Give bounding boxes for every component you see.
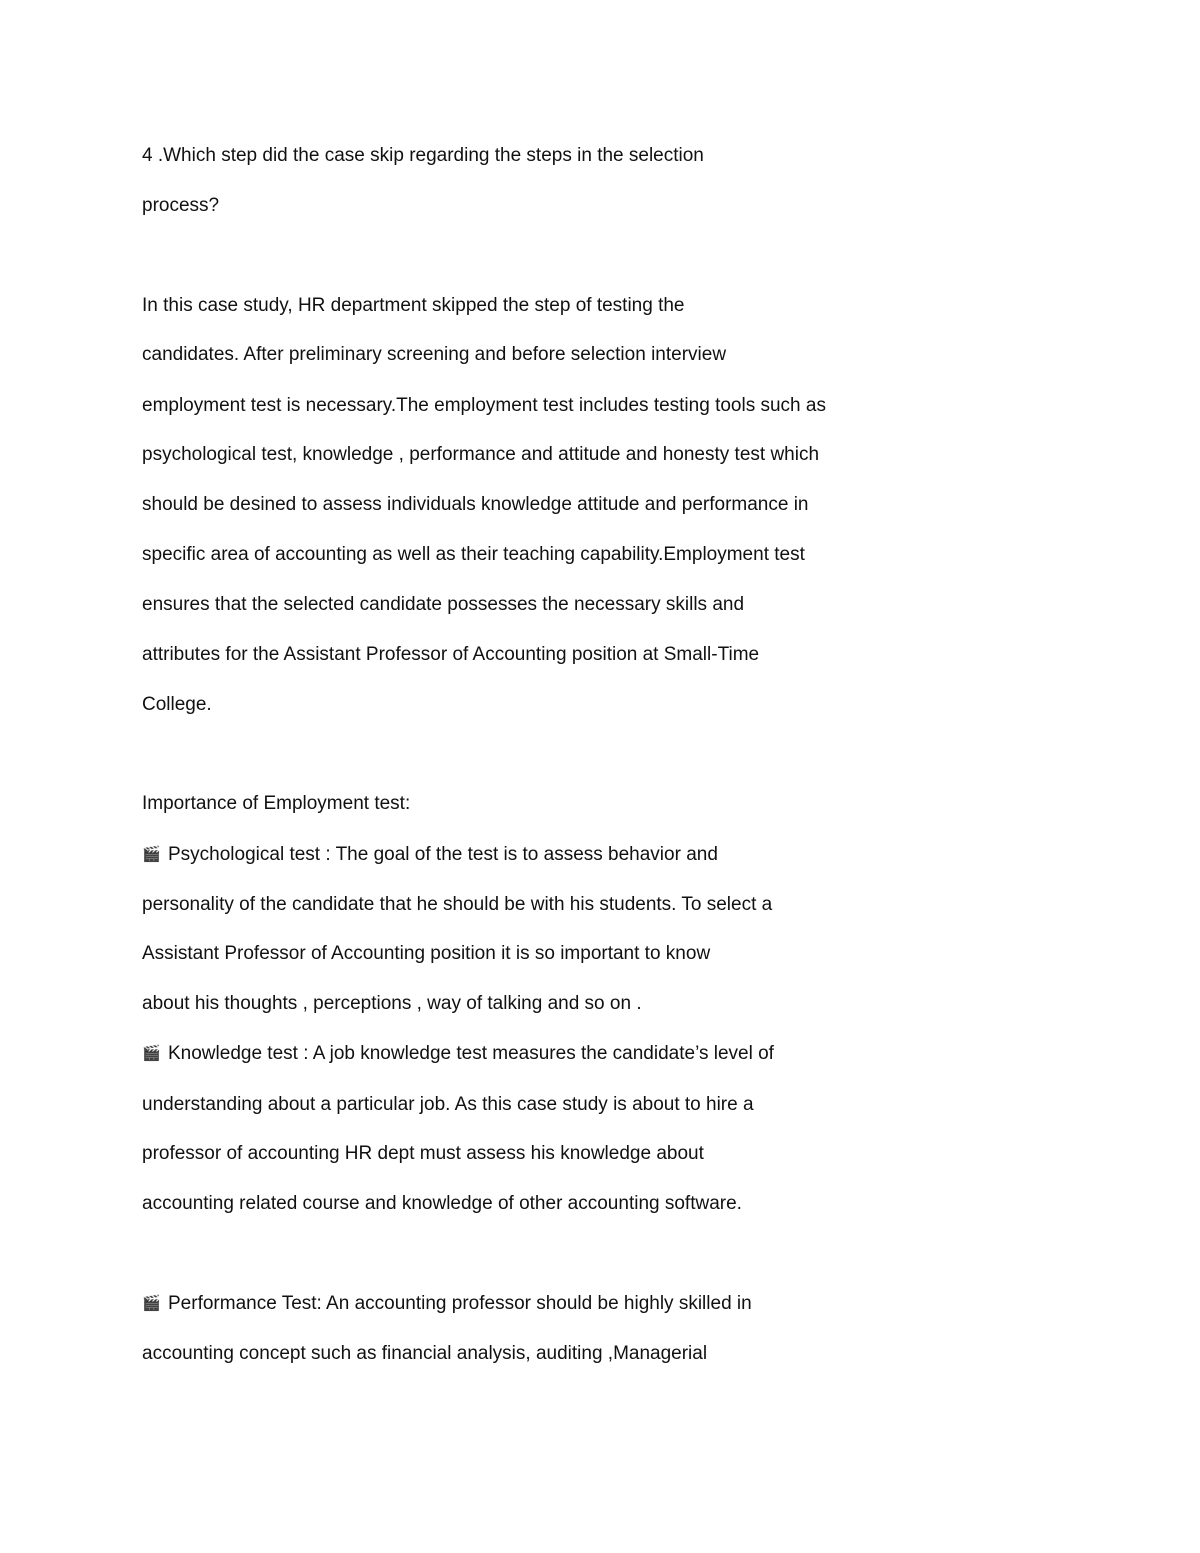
answer-line-6: specific area of accounting as well as their teaching capability.Employment test bbox=[142, 544, 805, 565]
importance-heading: Importance of Employment test: bbox=[142, 793, 411, 814]
answer-line-2: candidates. After preliminary screening and before selection interview bbox=[142, 344, 727, 365]
psychological-test-title: Psychological test : The goal of the test is to assess behavior and bbox=[168, 844, 718, 865]
clapperboard-icon: 🎬 bbox=[142, 1045, 161, 1062]
psychological-test-line-1 bbox=[142, 843, 1042, 867]
clapperboard-icon: 🎬 bbox=[142, 1295, 161, 1312]
knowledge-test-line-1 bbox=[142, 1042, 1042, 1066]
answer-line-8: attributes for the Assistant Professor of Accounting position at Small-Time bbox=[142, 644, 760, 665]
performance-test-line-1 bbox=[142, 1292, 1042, 1316]
knowledge-test-line-4: accounting related course and knowledge of other accounting software. bbox=[142, 1193, 742, 1214]
knowledge-test-line-3: professor of accounting HR dept must assess his knowledge about bbox=[142, 1143, 704, 1164]
clapperboard-icon: 🎬 bbox=[142, 846, 161, 863]
psychological-test-line-2: personality of the candidate that he should be with his students. To select a bbox=[142, 894, 773, 915]
answer-line-5: should be desined to assess individuals knowledge attitude and performance in bbox=[142, 494, 809, 515]
answer-line-7: ensures that the selected candidate possesses the necessary skills and bbox=[142, 594, 745, 615]
answer-line-9: College. bbox=[142, 694, 212, 715]
question-line-1: 4 .Which step did the case skip regarding the steps in the selection bbox=[142, 145, 704, 166]
question-line-2: process? bbox=[142, 195, 220, 216]
performance-test-title: Performance Test: An accounting professor should be highly skilled in bbox=[168, 1293, 752, 1314]
answer-line-3: employment test is necessary.The employment test includes testing tools such as bbox=[142, 395, 826, 416]
psychological-test-line-4: about his thoughts , perceptions , way of talking and so on . bbox=[142, 993, 642, 1014]
performance-test-line-2: accounting concept such as financial analysis, auditing ,Managerial bbox=[142, 1343, 708, 1364]
answer-line-4: psychological test, knowledge , performance and attitude and honesty test which bbox=[142, 444, 820, 465]
knowledge-test-title: Knowledge test : A job knowledge test measures the candidate’s level of bbox=[168, 1043, 774, 1064]
answer-line-1: In this case study, HR department skipped the step of testing the bbox=[142, 295, 685, 316]
psychological-test-line-3: Assistant Professor of Accounting position it is so important to know bbox=[142, 943, 711, 964]
knowledge-test-line-2: understanding about a particular job. As this case study is about to hire a bbox=[142, 1094, 754, 1115]
